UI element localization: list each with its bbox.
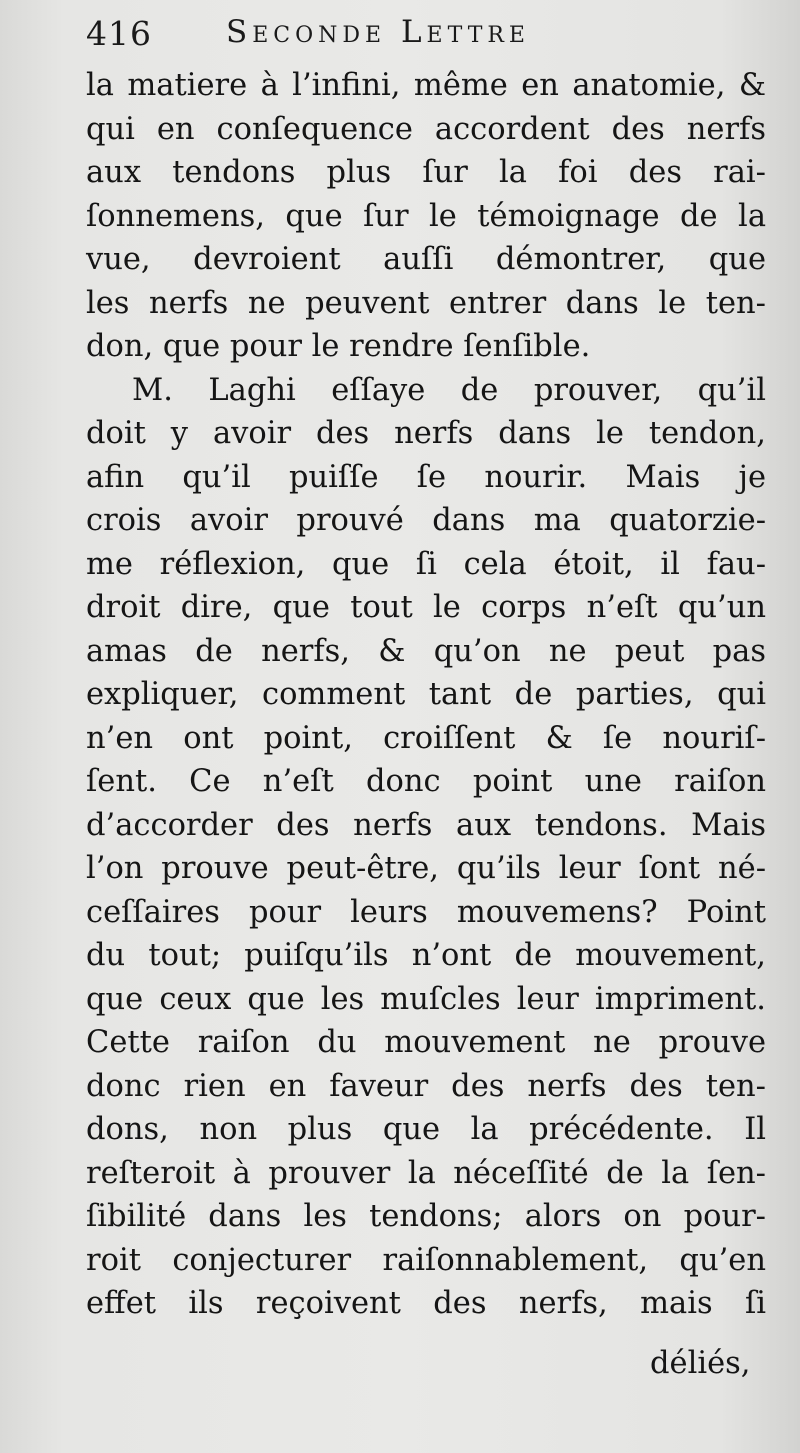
text-line: ſibilité dans les tendons; alors on pour-: [86, 1199, 766, 1234]
text-line: l’on prouve peut-être, qu’ils leur ſont né-: [86, 851, 766, 886]
text-line: doit y avoir des nerfs dans le tendon,: [86, 416, 766, 451]
text-line: afin qu’il puiſſe ſe nourir. Mais je: [86, 459, 766, 495]
text-line: d’accorder des nerfs aux tendons. Mais: [86, 807, 766, 843]
text-line: reſteroit à prouver la néceſſité de la ſen-: [86, 1155, 766, 1191]
text-line: vue, devroient auſſi démontrer, que: [86, 242, 766, 277]
text-line: don, que pour le rendre ſenſible.: [86, 329, 591, 364]
text-line: n’en ont point, croiſſent & ſe nouriſ-: [86, 720, 766, 756]
text-line: amas de nerfs, & qu’on ne peut pas: [86, 633, 766, 669]
text-line: qui en conſequence accordent des nerfs: [86, 111, 766, 147]
text-line: effet ils reçoivent des nerfs, mais ſi: [86, 1286, 766, 1321]
page-number: 416: [86, 14, 152, 53]
page-header: [86, 14, 786, 54]
text-line: que ceux que les muſcles leur impriment.: [86, 981, 766, 1017]
text-line: donc rien en faveur des nerfs des ten-: [86, 1068, 766, 1104]
running-head: Seconde Lettre: [226, 14, 530, 50]
text-line: dons, non plus que la précédente. Il: [86, 1112, 766, 1147]
text-line: expliquer, comment tant de parties, qui: [86, 677, 766, 712]
text-line: ſonnemens, que ſur le témoignage de la: [86, 198, 766, 234]
text-line: du tout; puiſqu’ils n’ont de mouvement,: [86, 938, 766, 973]
catchword: déliés,: [650, 1346, 751, 1381]
text-line: me réflexion, que ſi cela étoit, il fau-: [86, 546, 766, 582]
text-line: Cette raiſon du mouvement ne prouve: [86, 1025, 766, 1060]
text-line: ceſſaires pour leurs mouvemens? Point: [86, 894, 766, 930]
text-line: la matiere à l’infini, même en anatomie, &: [86, 68, 766, 103]
text-line: aux tendons plus ſur la foi des rai-: [86, 155, 766, 190]
text-line: les nerfs ne peuvent entrer dans le ten-: [86, 285, 766, 321]
body-text: [86, 64, 766, 1326]
text-line: crois avoir prouvé dans ma quatorzie-: [86, 503, 766, 538]
text-line: ſent. Ce n’eſt donc point une raiſon: [86, 764, 766, 799]
text-line: roit conjecturer raiſonnablement, qu’en: [86, 1242, 766, 1278]
text-line: droit dire, que tout le corps n’eſt qu’un: [86, 590, 766, 625]
paragraph-start-line: M. Laghi eſſaye de prouver, qu’il: [132, 372, 766, 408]
